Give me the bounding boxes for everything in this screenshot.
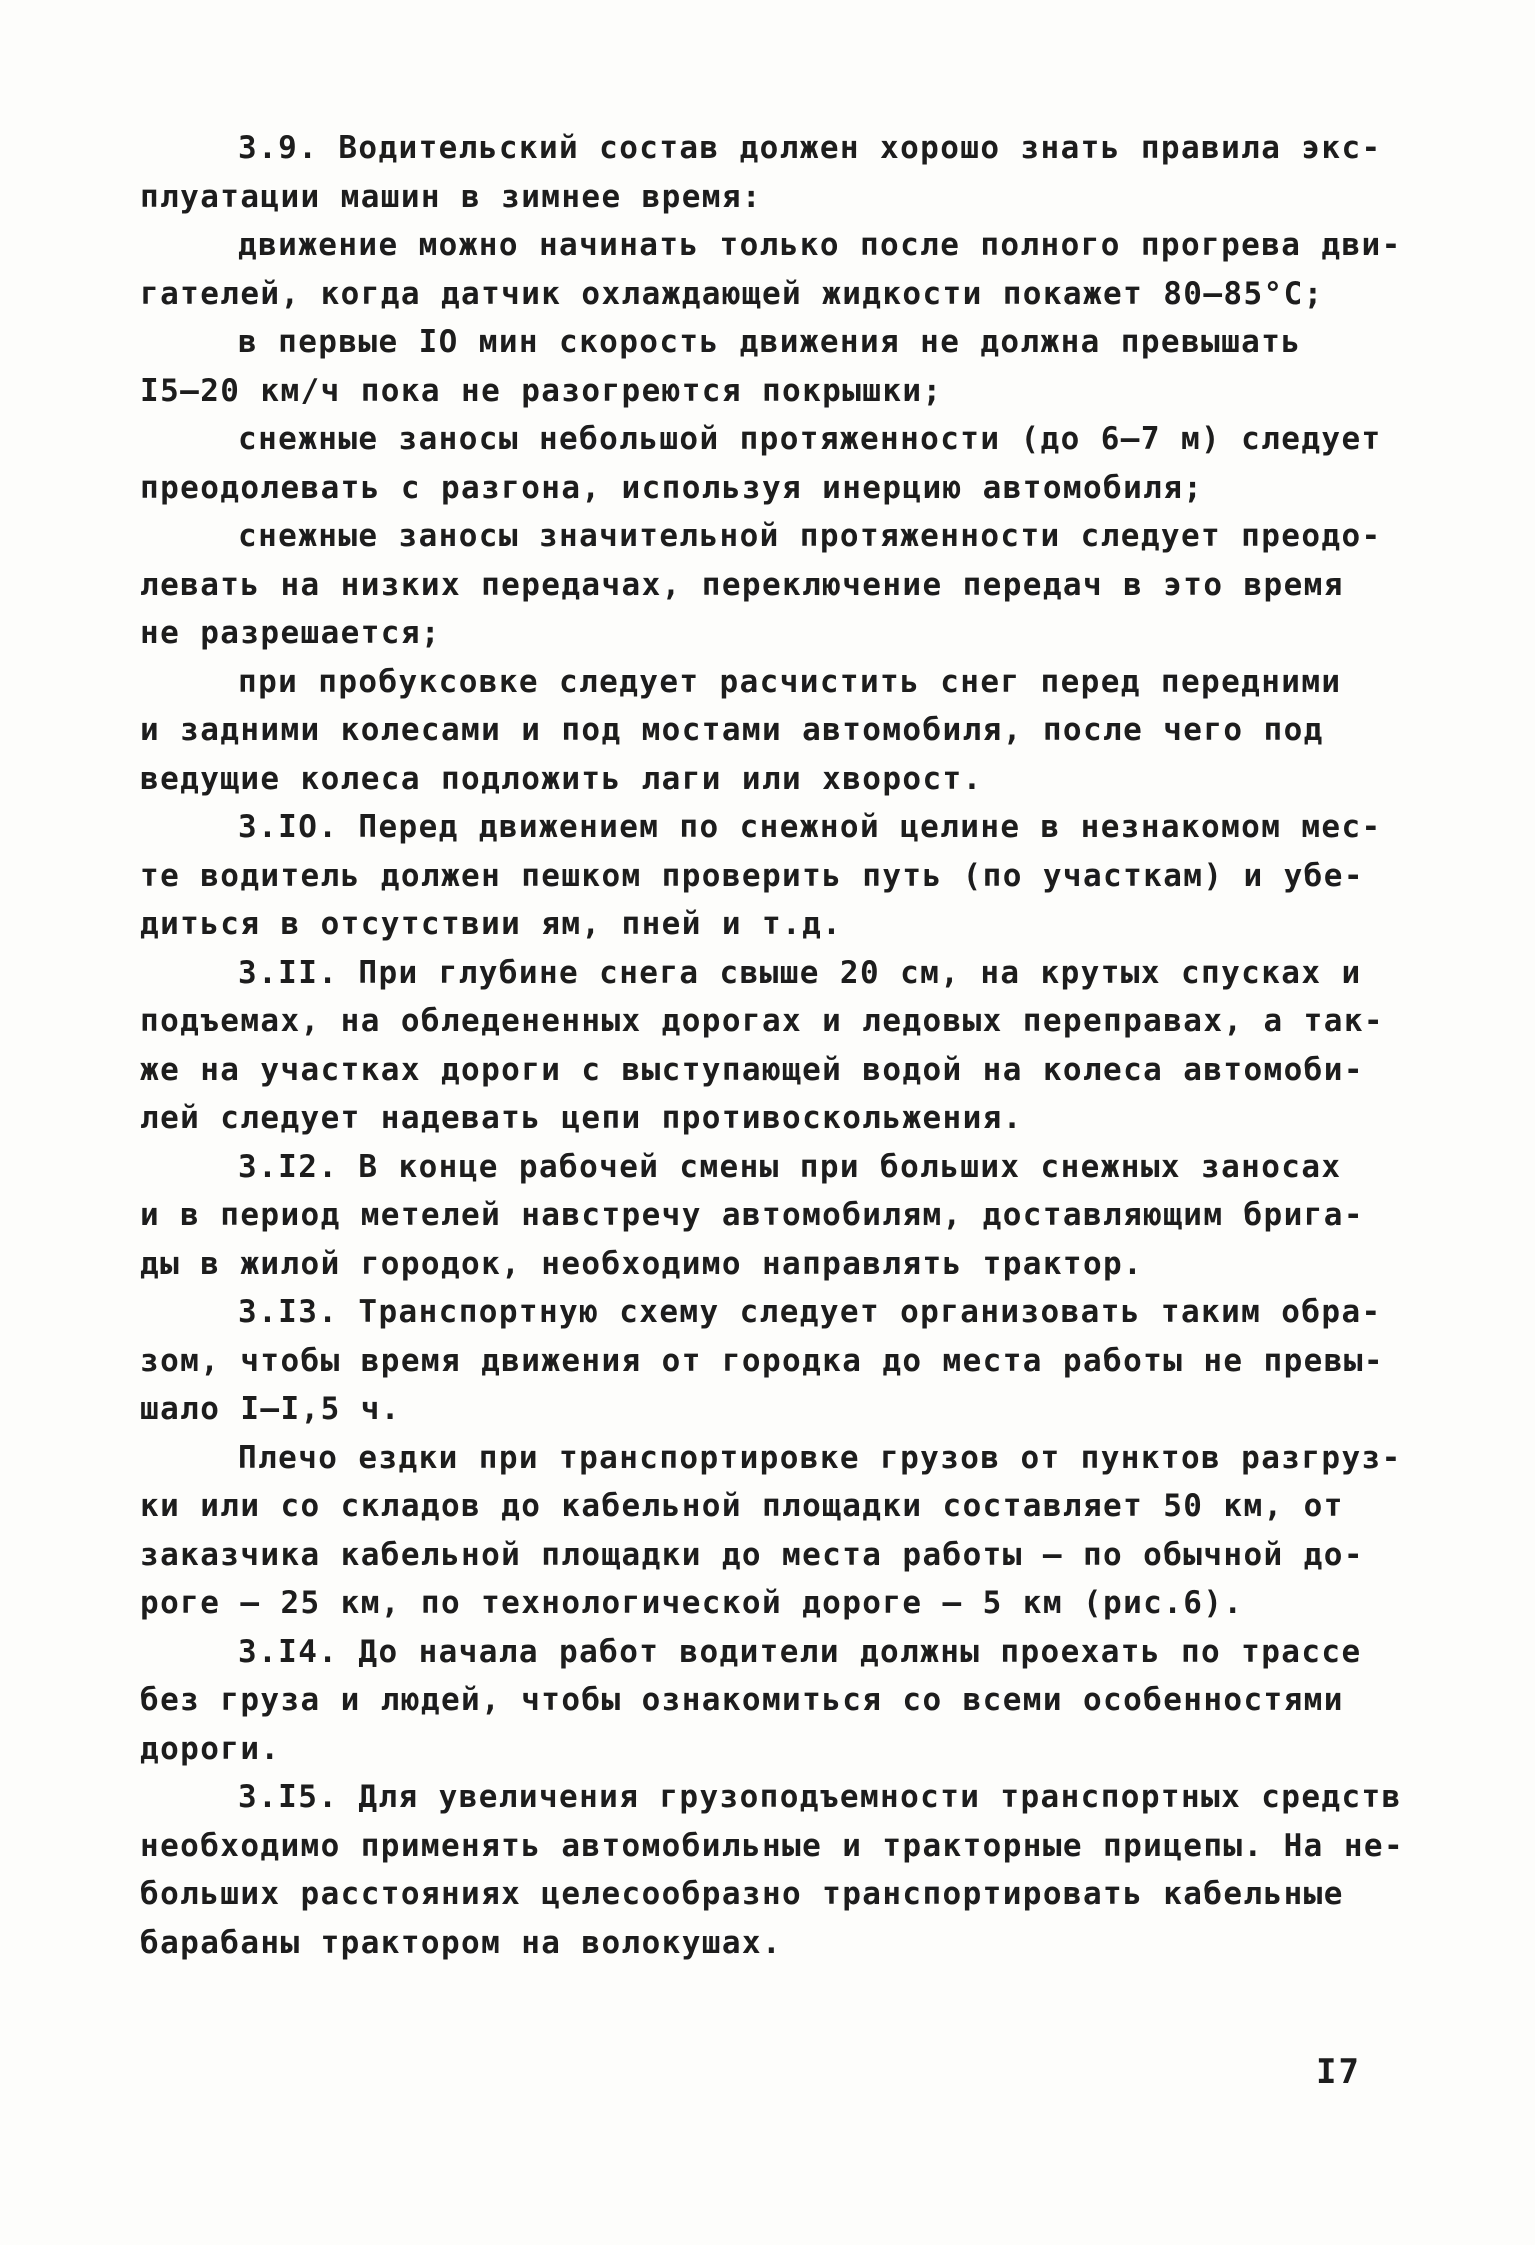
text-line: при пробуксовке следует расчистить снег перед передними xyxy=(238,663,1342,700)
text-line: I5–20 км/ч пока не разогреются покрышки; xyxy=(140,372,943,409)
text-line: 3.I4. До начала работ водители должны проехать по трассе xyxy=(238,1633,1362,1670)
text-line: дороги. xyxy=(140,1730,281,1767)
text-line: 3.II. При глубине снега свыше 20 см, на крутых спусках и xyxy=(238,954,1362,991)
text-line: движение можно начинать только после полного прогрева дви- xyxy=(238,227,1402,263)
text-line: и в период метелей навстречу автомобилям, доставляющим брига- xyxy=(140,1197,1364,1233)
text-line: зом, чтобы время движения от городка до места работы не превы- xyxy=(140,1342,1384,1379)
text-line: барабаны трактором на волокушах. xyxy=(140,1924,783,1961)
text-line: те водитель должен пешком проверить путь (по участкам) и убе- xyxy=(140,857,1364,894)
text-line: и задними колесами и под мостами автомобиля, после чего под xyxy=(140,712,1324,748)
text-line: подъемах, на обледененных дорогах и ледовых переправах, а так- xyxy=(140,1003,1384,1039)
text-line: 3.9. Водительский состав должен хорошо знать правила экс- xyxy=(238,130,1382,166)
text-line: диться в отсутствии ям, пней и т.д. xyxy=(140,906,843,942)
text-line: ды в жилой городок, необходимо направлять трактор. xyxy=(140,1245,1144,1282)
text-line: лей следует надевать цепи противоскольжения. xyxy=(140,1100,1023,1136)
text-line: 3.I2. В конце рабочей смены при больших снежных заносах xyxy=(238,1148,1342,1185)
text-line: ки или со складов до кабельной площадки составляет 50 км, от xyxy=(140,1488,1344,1524)
text-line: больших расстояниях целесообразно транспортировать кабельные xyxy=(140,1876,1344,1912)
text-line: снежные заносы значительной протяженности следует преодо- xyxy=(238,518,1382,554)
text-line: не разрешается; xyxy=(140,615,441,651)
text-line: в первые IO мин скорость движения не должна превышать xyxy=(238,324,1302,360)
text-line: же на участках дороги с выступающей водой на колеса автомоби- xyxy=(140,1051,1364,1088)
text-line: заказчика кабельной площадки до места работы – по обычной до- xyxy=(140,1536,1364,1573)
text-line: шало I–I,5 ч. xyxy=(140,1391,401,1427)
text-line: 3.IO. Перед движением по снежной целине в незнакомом мес- xyxy=(238,809,1382,845)
text-line: без груза и людей, чтобы ознакомиться со всеми особенностями xyxy=(140,1682,1344,1718)
text-line: снежные заносы небольшой протяженности (до 6–7 м) следует xyxy=(238,421,1382,457)
text-line: роге – 25 км, по технологической дороге – 5 км (рис.6). xyxy=(140,1585,1244,1621)
text-line: ведущие колеса подложить лаги или хворост. xyxy=(140,760,983,797)
text-line: необходимо применять автомобильные и тракторные прицепы. На не- xyxy=(140,1827,1405,1864)
text-line: левать на низких передачах, переключение передач в это время xyxy=(140,566,1344,603)
text-line: Плечо ездки при транспортировке грузов от пунктов разгруз- xyxy=(238,1439,1402,1476)
page-number: I7 xyxy=(1316,2052,1361,2092)
text-line: гателей, когда датчик охлаждающей жидкости покажет 80–85°С; xyxy=(140,275,1324,312)
text-line: 3.I3. Транспортную схему следует организовать таким обра- xyxy=(238,1294,1382,1330)
text-line: преодолевать с разгона, используя инерцию автомобиля; xyxy=(140,469,1204,506)
text-line: плуатации машин в зимнее время: xyxy=(140,178,762,215)
text-line: 3.I5. Для увеличения грузоподъемности транспортных средств xyxy=(238,1779,1402,1815)
